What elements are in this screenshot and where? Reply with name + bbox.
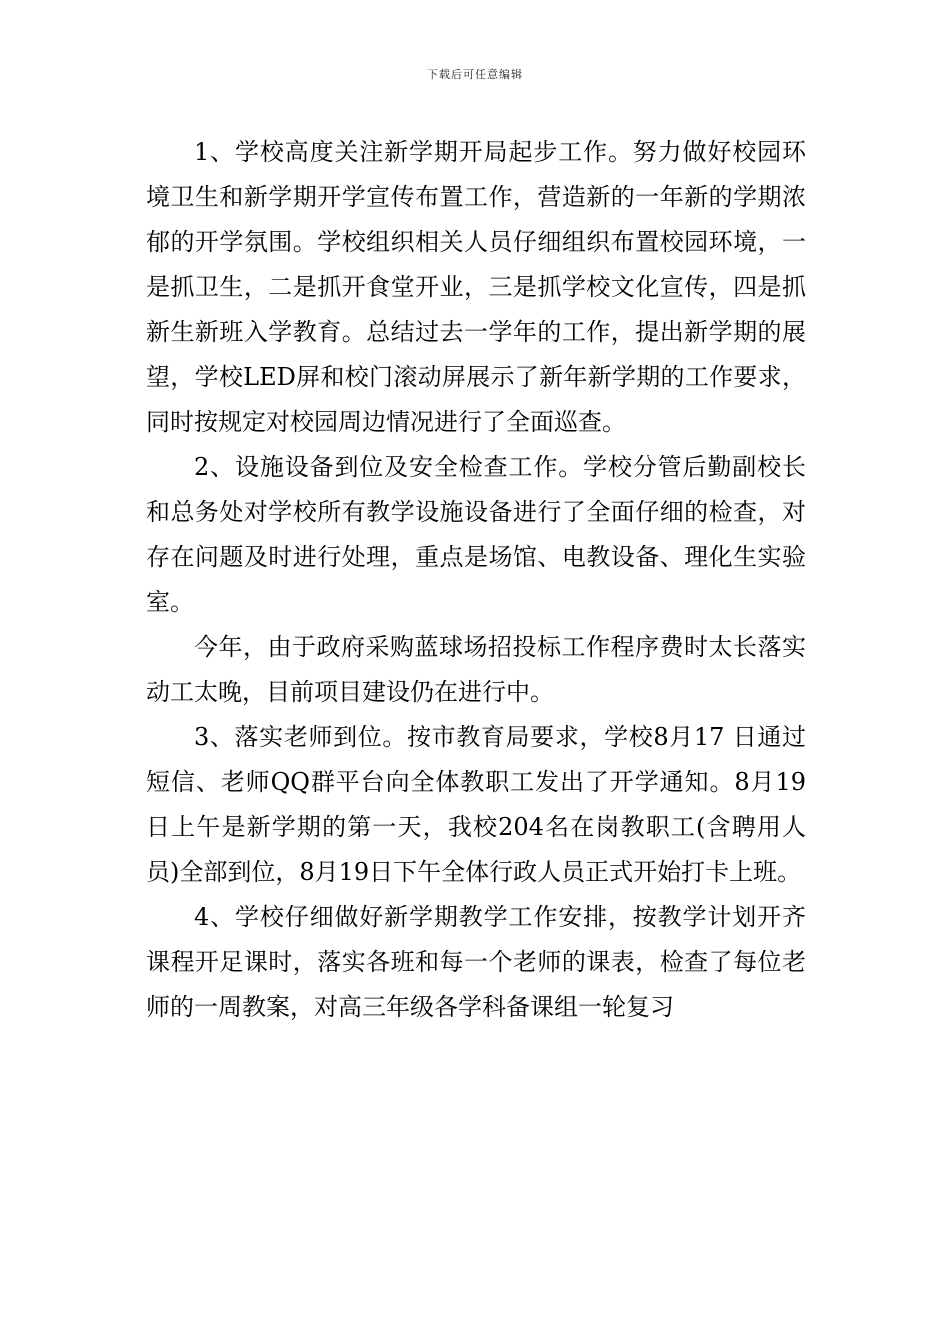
paragraph-3: 今年，由于政府采购蓝球场招投标工作程序费时太长落实动工太晚，目前项目建设仍在进行中。 [146,633,806,706]
document-body [146,130,806,1030]
paragraph-4: 3、落实老师到位。按市教育局要求，学校8月17 日通过短信、老师QQ群平台向全体教职工发出了开学通知。8月19日上午是新学期的第一天，我校204名在岗教职工(含聘用人员)全部到位，8月19日下午全体行政人员正式开始打卡上班。 [146,723,806,886]
paragraph-5: 4、学校仔细做好新学期教学工作安排，按教学计划开齐课程开足课时，落实各班和每一个老师的课表，检查了每位老师的一周教案，对高三年级各学科备课组一轮复习 [146,903,806,1021]
paragraph-1: 1、学校高度关注新学期开局起步工作。努力做好校园环境卫生和新学期开学宣传布置工作，营造新的一年新的学期浓郁的开学氛围。学校组织相关人员仔细组织布置校园环境，一是抓卫生，二是抓开食堂开业，三是抓学校文化宣传，四是抓新生新班入学教育。总结过去一学年的工作，提出新学期的展望，学校LED屏和校门滚动屏展示了新年新学期的工作要求，同时按规定对校园周边情况进行了全面巡查。 [146,138,806,436]
paragraph-2: 2、设施设备到位及安全检查工作。学校分管后勤副校长和总务处对学校所有教学设施设备进行了全面仔细的检查，对存在问题及时进行处理，重点是场馆、电教设备、理化生实验室。 [146,453,806,616]
page-header: 下载后可任意编辑 [427,68,523,81]
